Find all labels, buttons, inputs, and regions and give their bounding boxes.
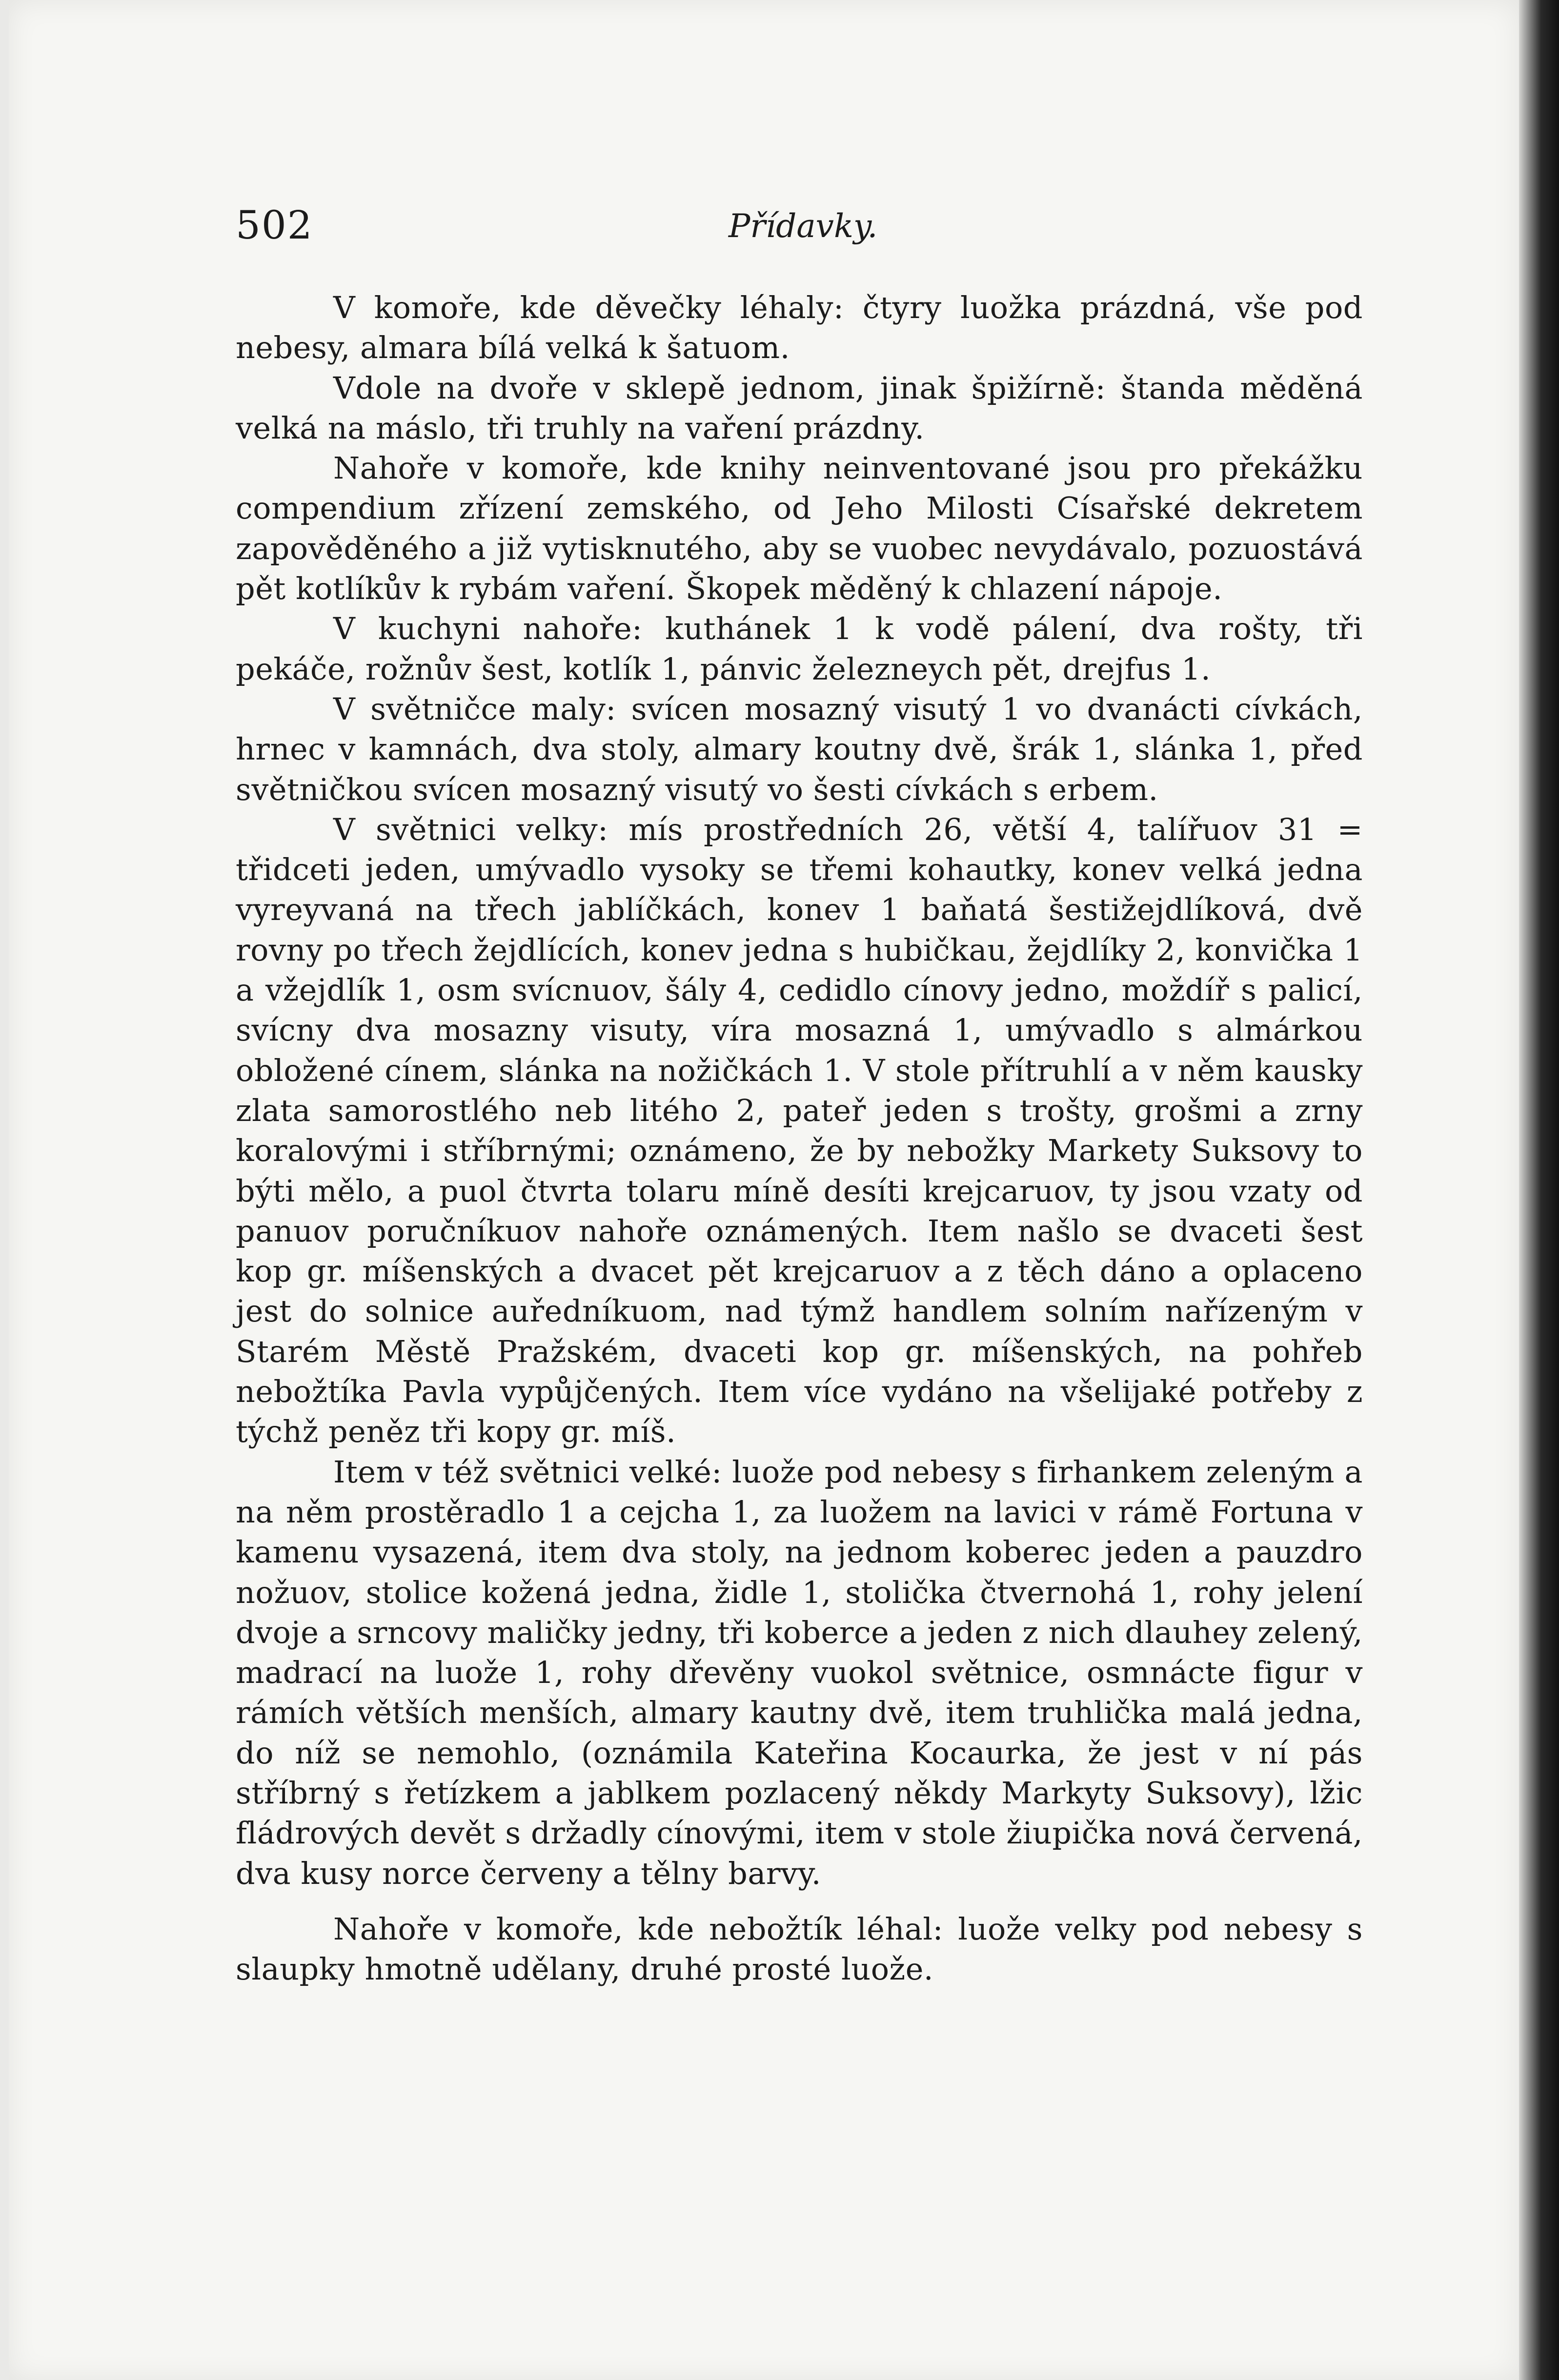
page-number: 502 <box>236 202 313 248</box>
paragraph: V světničce maly: svícen mosazný visutý 1 vo dvanácti cívkách, hrnec v kamnách, dva stoly, almary koutny dvě, šrák 1, slánka 1, před světničkou svícen mosazný visutý vo šesti cívkách s erbem. <box>236 691 1363 807</box>
paragraph: Nahoře v komoře, kde nebožtík léhal: luože velky pod nebesy s slaupky hmotně udělany, druhé prosté luože. <box>236 1911 1363 1987</box>
paragraph: Nahoře v komoře, kde knihy neinventované jsou pro překážku compendium zřízení zemského, od Jeho Milosti Císařské dekretem zapověděného a již vytisknutého, aby se vuobec nevydávalo, pozuostává pět kotlíkův k rybám vaření. Škopek měděný k chlazení nápoje. <box>236 450 1363 607</box>
paragraph: V komoře, kde děvečky léhaly: čtyry luožka prázdná, vše pod nebesy, almara bílá velká k šatuom. <box>236 290 1363 366</box>
book-page <box>9 0 1519 2380</box>
body-text <box>236 288 1363 1989</box>
paragraph: Vdole na dvoře v sklepě jednom, jinak špižírně: štanda měděná velká na máslo, tři truhly na vaření prázdny. <box>236 370 1363 446</box>
paragraph: V světnici velky: mís prostředních 26, větší 4, talířuov 31 = třidceti jeden, umývadlo vysoky se třemi kohautky, konev velká jedna vyreyvaná na třech jablíčkách, konev 1 baňatá šestižejdlíková, dvě rovny po třech žejdlících, konev jedna s hubičkau, žejdlíky 2, konvička 1 a vžejdlík 1, osm svícnuov, šály 4, cedidlo cínovy jedno, moždíř s palicí, svícny dva mosazny visuty, víra mosazná 1, umývadlo s almárkou obložené cínem, slánka na nožičkách 1. V stole přítruhlí a v něm kausky zlata samorostlého neb litého 2, pateř jeden s trošty, grošmi a zrny koralovými i stříbrnými; oznámeno, že by nebožky Markety Suksovy to býti mělo, a puol čtvrta tolaru míně desíti krejcaruov, ty jsou vzaty od panuov poručníkuov nahoře oznámených. Item našlo se dvaceti šest kop gr. míšenských a dvacet pět krejcaruov a z těch dáno a oplaceno jest do solnice auředníkuom, nad týmž handlem solním nařízeným v Starém Městě Pražském, dvaceti kop gr. míšenských, na pohřeb nebožtíka Pavla vypůjčených. Item více vydáno na všelijaké potřeby z týchž peněz tři kopy gr. míš. <box>236 811 1363 1450</box>
paragraph: Item v též světnici velké: luože pod nebesy s firhankem zeleným a na něm prostěradlo 1 a cejcha 1, za luožem na lavici v rámě Fortuna v kamenu vysazená, item dva stoly, na jednom koberec jeden a pauzdro nožuov, stolice kožená jedna, židle 1, stolička čtvernohá 1, rohy jelení dvoje a srncovy maličky jedny, tři koberce a jeden z nich dlauhey zelený, madrací na luože 1, rohy dřevěny vuokol světnice, osmnácte figur v rámích větších menších, almary kautny dvě, item truhlička malá jedna, do níž se nemohlo, (oznámila Kateřina Kocaurka, že jest v ní pás stříbrný s řetízkem a jablkem pozlacený někdy Markyty Suksovy), lžic fládrových devět s držadly cínovými, item v stole žiupička nová červená, dva kusy norce červeny a tělny barvy. <box>236 1454 1363 1891</box>
running-title: Přídavky. <box>729 207 878 245</box>
paragraph: V kuchyni nahoře: kuthánek 1 k vodě pálení, dva rošty, tři pekáče, rožnův šest, kotlík 1, pánvic železneych pět, drejfus 1. <box>236 611 1363 687</box>
page-header <box>236 193 1363 261</box>
scan-edge-shadow <box>1519 0 1559 2380</box>
